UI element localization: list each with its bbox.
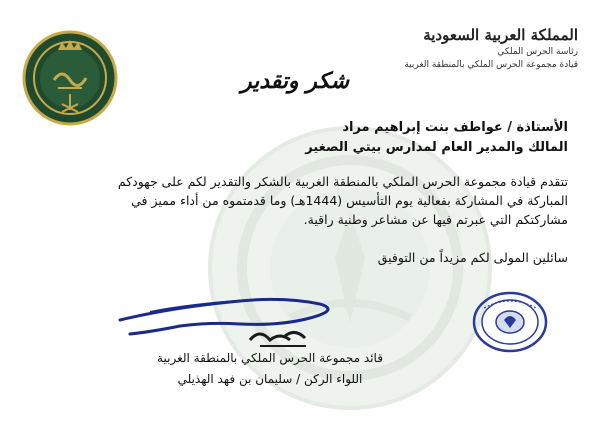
- royal-guard-emblem-icon: [22, 30, 118, 126]
- recipient-name: الأستاذة / عواطف بنت إبراهيم مراد: [342, 120, 568, 135]
- paragraph-line: تتقدم قيادة مجموعة الحرس الملكي بالمنطقة الغربية بالشكر والتقدير لكم على جهودكم: [117, 174, 568, 189]
- command-line: قيادة مجموعة الحرس الملكي بالمنطقة الغربية: [404, 60, 578, 70]
- closing-line: سائلين المولى لكم مزيداً من التوفيق: [377, 250, 568, 265]
- kingdom-name: المملكة العربية السعودية: [423, 26, 578, 44]
- presidency-line: رئاسة الحرس الملكي: [497, 47, 578, 57]
- certificate-title: شكر وتقدير: [240, 68, 350, 94]
- paragraph-line: المباركة في المشاركة بفعالية يوم التأسيس (1444هـ) وما قدمتموه من أداء مميز في: [131, 193, 568, 208]
- recipient-position: المالك والمدير العام لمدارس بيتي الصغير: [305, 140, 568, 155]
- recipient-block: [48, 118, 568, 158]
- signatory-title: قائد مجموعة الحرس الملكي بالمنطقة الغربية: [157, 351, 383, 365]
- signatory-name: اللواء الركن / سليمان بن فهد الهذيلي: [177, 372, 363, 386]
- signatory-block: [60, 348, 480, 390]
- paragraph-line: مشاركتكم التي عبرتم فيها عن مشاعر وطنية راقية.: [303, 212, 568, 227]
- letterhead: [403, 26, 578, 70]
- official-stamp-icon: [470, 290, 550, 354]
- appreciation-paragraph: [28, 172, 568, 229]
